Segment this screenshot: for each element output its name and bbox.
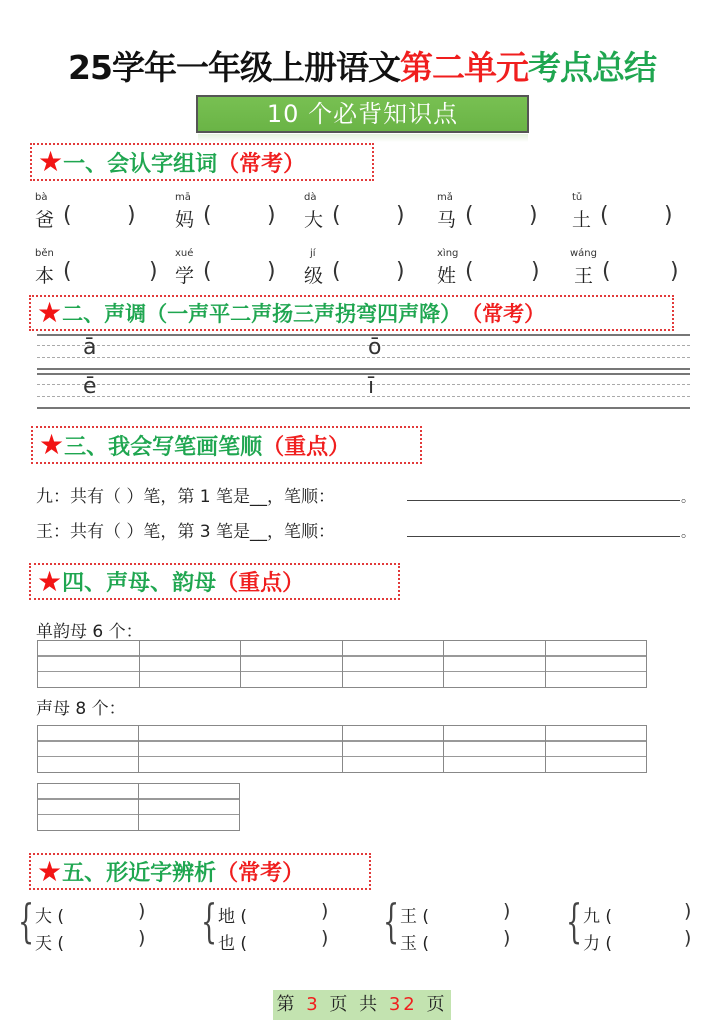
tone-letter: ē: [83, 374, 97, 399]
writing-grid-row: [37, 334, 690, 370]
title-part2: 第二单元: [399, 48, 528, 87]
star-icon: ★: [37, 296, 63, 329]
open-paren: (: [332, 203, 341, 228]
hanzi: 本: [35, 265, 55, 287]
current-page: 3: [306, 994, 321, 1015]
word-item: [35, 192, 165, 242]
similar-char: 天: [35, 934, 52, 954]
word-item: [570, 248, 700, 298]
close-paren: ): [138, 927, 146, 949]
section-1-header: [30, 143, 374, 181]
open-paren: (: [203, 203, 212, 228]
close-paren: ): [684, 900, 692, 922]
initials-writing-table: [37, 725, 647, 773]
section-5-title: 五、形近字辨析: [62, 861, 217, 886]
hanzi: 爸: [35, 209, 55, 231]
close-paren: ): [529, 203, 538, 228]
close-paren: ): [670, 259, 679, 284]
star-icon: ★: [38, 145, 64, 178]
hanzi: 马: [437, 209, 457, 231]
write-cell[interactable]: [545, 641, 647, 688]
stroke-answer-blank[interactable]: [407, 500, 680, 501]
section-1-tag: （常考）: [217, 151, 306, 177]
stroke-answer-blank[interactable]: [407, 536, 680, 537]
close-paren: ): [138, 900, 146, 922]
close-paren: ): [267, 203, 276, 228]
close-paren: ): [664, 203, 673, 228]
pinyin: mā: [175, 192, 191, 203]
write-cell[interactable]: [138, 726, 343, 773]
write-cell[interactable]: [139, 784, 240, 831]
close-paren: ): [684, 927, 692, 949]
hanzi: 学: [175, 265, 195, 287]
word-item: [175, 248, 305, 298]
star-icon: ★: [39, 428, 65, 461]
word-item: [304, 192, 434, 242]
section-3-header: [31, 426, 422, 464]
close-paren: ): [127, 203, 136, 228]
section-4-tag: （重点）: [216, 571, 305, 596]
vowels-writing-table: [37, 640, 647, 688]
writing-grid-row: [37, 373, 690, 409]
page-indicator: 第 3 页 共 32 页: [273, 990, 451, 1020]
pinyin: jí: [310, 248, 316, 259]
hanzi: 王: [574, 265, 594, 287]
similar-char-group: { 九 ( ) 力 ( ): [566, 894, 692, 954]
period: 。: [681, 490, 695, 506]
tone-letter: ō: [368, 335, 382, 360]
close-paren: ): [267, 259, 276, 284]
section-2-tag: （常考）: [461, 302, 546, 326]
write-cell[interactable]: [241, 641, 343, 688]
word-item: [572, 192, 702, 242]
pinyin: běn: [35, 248, 54, 259]
star-icon: ★: [37, 564, 63, 598]
brace-icon: {: [383, 894, 400, 948]
close-paren: ): [321, 900, 329, 922]
open-paren: (: [600, 203, 609, 228]
pinyin: wáng: [570, 248, 597, 259]
hanzi: 土: [572, 209, 592, 231]
pinyin: bà: [35, 192, 48, 203]
close-paren: ): [396, 259, 405, 284]
hanzi: 姓: [437, 265, 457, 287]
section-5-tag: （常考）: [216, 861, 305, 886]
close-paren: ): [531, 259, 540, 284]
write-cell[interactable]: [38, 726, 139, 773]
section-5-header: [29, 853, 371, 890]
write-cell[interactable]: [444, 726, 546, 773]
pinyin: xìng: [437, 248, 459, 259]
close-paren: ): [149, 259, 158, 284]
write-cell[interactable]: [546, 726, 647, 773]
write-cell[interactable]: [342, 641, 444, 688]
pinyin: mǎ: [437, 192, 453, 203]
section-2-header: [29, 295, 674, 331]
word-item: [437, 248, 567, 298]
close-paren: ): [503, 927, 511, 949]
section-4-title: 四、声母、韵母: [62, 571, 217, 596]
open-paren: (: [203, 259, 212, 284]
section-1-title: 一、会认字组词: [63, 151, 218, 177]
open-paren: (: [465, 203, 474, 228]
total-pages: 32: [388, 994, 418, 1015]
pinyin: dà: [304, 192, 317, 203]
hanzi: 级: [304, 265, 324, 287]
star-icon: ★: [37, 854, 63, 888]
initials-writing-table-2: [37, 783, 240, 831]
page-title: [0, 42, 724, 89]
write-cell[interactable]: [343, 726, 444, 773]
word-item: [175, 192, 305, 242]
similar-char: 地: [218, 907, 235, 927]
section-3-title: 三、我会写笔画笔顺: [64, 434, 263, 460]
brace-icon: {: [201, 894, 218, 948]
hanzi: 妈: [175, 209, 195, 231]
initials-label: 声母 8 个：: [36, 699, 126, 719]
write-cell[interactable]: [38, 641, 140, 688]
tone-letter: ī: [368, 374, 375, 399]
word-item: [304, 248, 434, 298]
vowels-label: 单韵母 6 个：: [36, 622, 143, 642]
write-cell[interactable]: [444, 641, 546, 688]
open-paren: (: [465, 259, 474, 284]
banner: 10 个必背知识点: [196, 95, 529, 133]
similar-char-group: { 地 ( ) 也 ( ): [201, 894, 329, 954]
similar-char: 也: [218, 934, 235, 954]
banner-shadow: [198, 134, 528, 142]
similar-char-group: { 王 ( ) 玉 ( ): [383, 894, 511, 954]
open-paren: (: [63, 203, 72, 228]
close-paren: ): [321, 927, 329, 949]
similar-char: 玉: [400, 934, 417, 954]
period: 。: [681, 525, 695, 541]
open-paren: (: [63, 259, 72, 284]
word-item: [35, 248, 165, 298]
open-paren: (: [332, 259, 341, 284]
pinyin: xué: [175, 248, 194, 259]
similar-char-group: { 大 ( ) 天 ( ): [18, 894, 146, 954]
similar-char: 九: [583, 907, 600, 927]
tone-letter: ā: [83, 335, 97, 360]
write-cell[interactable]: [139, 641, 241, 688]
brace-icon: {: [18, 894, 35, 948]
open-paren: (: [602, 259, 611, 284]
close-paren: ): [503, 900, 511, 922]
similar-char: 大: [35, 907, 52, 927]
title-part3: 考点总结: [527, 48, 656, 87]
title-part1: 25学年一年级上册语文: [68, 48, 400, 87]
stroke-question: 王：共有（ ）笔，第 3 笔是__，笔顺：: [36, 522, 336, 542]
brace-icon: {: [566, 894, 583, 948]
section-4-header: [29, 563, 400, 600]
stroke-question: 九：共有（ ）笔，第 1 笔是__，笔顺：: [36, 487, 336, 507]
hanzi: 大: [304, 209, 324, 231]
word-item: [437, 192, 567, 242]
pinyin: tǔ: [572, 192, 583, 203]
similar-char: 王: [400, 907, 417, 927]
close-paren: ): [396, 203, 405, 228]
section-2-title: 二、声调（一声平二声扬三声拐弯四声降）: [62, 302, 462, 326]
similar-char: 力: [583, 934, 600, 954]
write-cell[interactable]: [38, 784, 139, 831]
section-3-tag: （重点）: [262, 434, 351, 460]
